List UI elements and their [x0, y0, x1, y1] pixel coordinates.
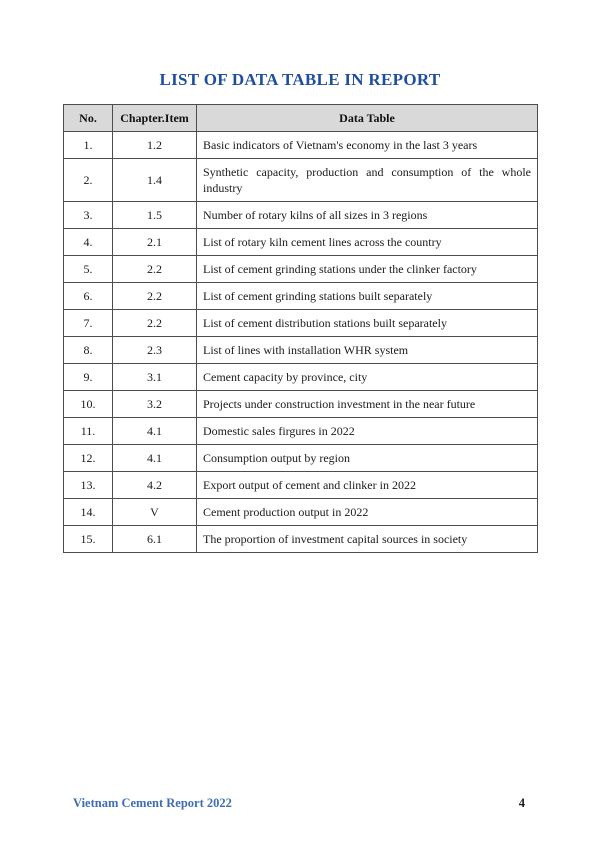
cell-chapter-item: 2.1 [113, 229, 197, 256]
table-row [64, 445, 538, 472]
table-row [64, 283, 538, 310]
column-header-chapter-item: Chapter.Item [113, 105, 197, 132]
table-row [64, 159, 538, 202]
table-row [64, 418, 538, 445]
cell-no: 8. [64, 337, 113, 364]
cell-chapter-item: 2.2 [113, 310, 197, 337]
table-row [64, 526, 538, 553]
cell-data-table: List of lines with installation WHR system [197, 337, 538, 364]
cell-chapter-item: 4.2 [113, 472, 197, 499]
cell-data-table: List of cement grinding stations under the clinker factory [197, 256, 538, 283]
cell-chapter-item: V [113, 499, 197, 526]
cell-chapter-item: 2.2 [113, 256, 197, 283]
cell-no: 10. [64, 391, 113, 418]
cell-data-table: Synthetic capacity, production and consumption of the whole industry [197, 159, 538, 202]
cell-no: 1. [64, 132, 113, 159]
cell-chapter-item: 1.4 [113, 159, 197, 202]
cell-chapter-item: 3.1 [113, 364, 197, 391]
cell-chapter-item: 1.5 [113, 202, 197, 229]
table-row [64, 256, 538, 283]
cell-chapter-item: 1.2 [113, 132, 197, 159]
table-row [64, 364, 538, 391]
table-row [64, 229, 538, 256]
cell-data-table: Domestic sales firgures in 2022 [197, 418, 538, 445]
cell-data-table: Export output of cement and clinker in 2022 [197, 472, 538, 499]
cell-no: 7. [64, 310, 113, 337]
cell-no: 6. [64, 283, 113, 310]
page-footer [73, 795, 525, 811]
table-body [64, 132, 538, 553]
table-row [64, 472, 538, 499]
column-header-data-table: Data Table [197, 105, 538, 132]
cell-no: 13. [64, 472, 113, 499]
cell-data-table: List of cement distribution stations built separately [197, 310, 538, 337]
footer-report-name: Vietnam Cement Report 2022 [73, 796, 232, 810]
cell-no: 11. [64, 418, 113, 445]
page-number: 4 [518, 796, 525, 810]
cell-no: 4. [64, 229, 113, 256]
table-row [64, 202, 538, 229]
page-title: LIST OF DATA TABLE IN REPORT [159, 70, 441, 89]
cell-no: 5. [64, 256, 113, 283]
cell-no: 14. [64, 499, 113, 526]
cell-data-table: Cement production output in 2022 [197, 499, 538, 526]
cell-chapter-item: 4.1 [113, 418, 197, 445]
cell-data-table: Basic indicators of Vietnam's economy in the last 3 years [197, 132, 538, 159]
cell-chapter-item: 6.1 [113, 526, 197, 553]
cell-chapter-item: 4.1 [113, 445, 197, 472]
cell-data-table: Cement capacity by province, city [197, 364, 538, 391]
cell-no: 3. [64, 202, 113, 229]
cell-no: 15. [64, 526, 113, 553]
cell-no: 2. [64, 159, 113, 202]
data-table-list [63, 104, 538, 553]
cell-chapter-item: 2.3 [113, 337, 197, 364]
table-row [64, 337, 538, 364]
cell-data-table: Number of rotary kilns of all sizes in 3 regions [197, 202, 538, 229]
cell-no: 9. [64, 364, 113, 391]
table-row [64, 132, 538, 159]
table-header-row [64, 105, 538, 132]
cell-chapter-item: 2.2 [113, 283, 197, 310]
column-header-no: No. [64, 105, 113, 132]
table-row [64, 499, 538, 526]
cell-data-table: The proportion of investment capital sources in society [197, 526, 538, 553]
cell-no: 12. [64, 445, 113, 472]
table-row [64, 310, 538, 337]
cell-data-table: Projects under construction investment in the near future [197, 391, 538, 418]
cell-chapter-item: 3.2 [113, 391, 197, 418]
cell-data-table: List of cement grinding stations built separately [197, 283, 538, 310]
cell-data-table: Consumption output by region [197, 445, 538, 472]
table-row [64, 391, 538, 418]
cell-data-table: List of rotary kiln cement lines across the country [197, 229, 538, 256]
